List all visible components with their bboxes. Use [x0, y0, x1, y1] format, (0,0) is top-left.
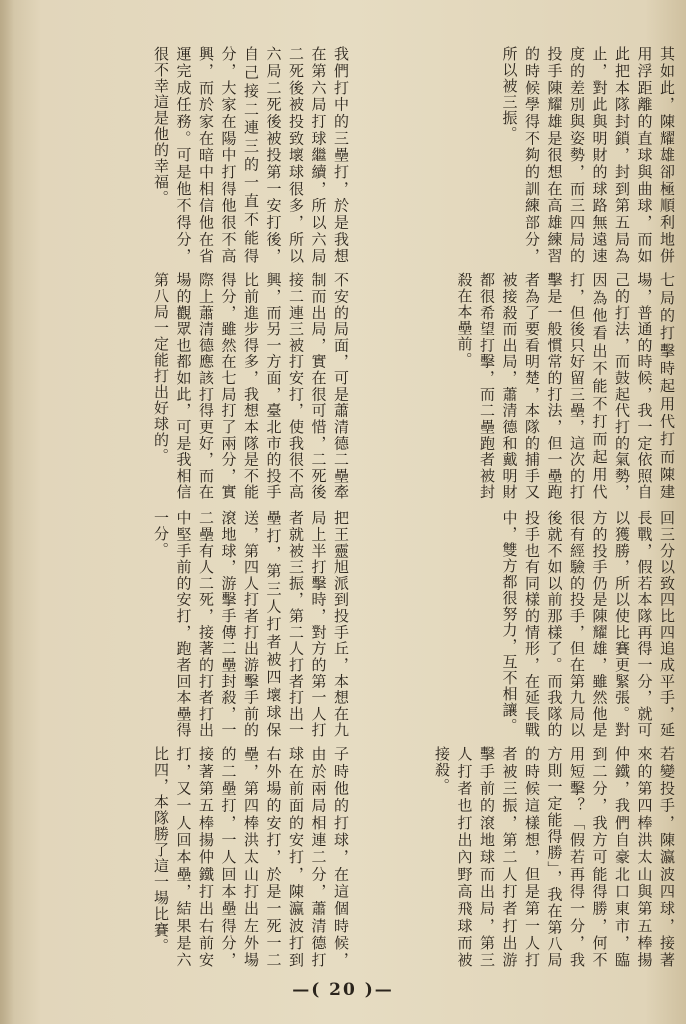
text-block-1: 其如此，陳耀雄卻極順利地併用浮距離的直球與曲球，而如此把本隊封鎖，封到第五局為止，對此與明財的球路無遠速度的差別與姿勢，而三四局的投手陳耀雄是很想在高雄練習的時候學得不夠的訓練部分，所以被三振。 — [500, 46, 676, 264]
text-block-3: 七局的打擊時起用代打而陳建場，普通的時候，我一定依照自己的打法，而鼓起代打的氣勢，因為他看出不能不打而起用代打，但後只好留三壘，這次的打擊是一般慣常的打法，但一壘跑者為了要看明楚，本隊的捕手又被接殺而出局，蕭清德和戴明財都很希望打擊，而二壘跑者被封殺在本壘前。 — [455, 272, 676, 500]
text-block-5: 回三分以致四比四追成平手，延長戰，假若本隊再得一分，就可以獲勝，所以使比賽更緊張。對方的投手仍是陳耀雄，雖然他是很有經驗的投手，但在第九局以後就不如以前那樣了。而我隊的投手也有同樣的情形，在延長戰中，雙方都很努力，互不相讓。 — [500, 510, 676, 738]
text-block-8: 子時他的打球，在這個時候，由於兩局相連二分，蕭清德打球在前面的安打，陳瀛波打到右外場的安打，於是一死一二壘，第四棒洪太山打出左外場的二壘打，一人回本壘得分，接著第五棒揚仲鐵打出右前安打，又一人回本壘，結果是六比四，本隊勝了這一場比賽。 — [152, 746, 350, 968]
text-block-6: 把王靈旭派到投手丘，本想在九局上半打擊時，對方的第一人打者就被三振，第二人打者打出一壘打，第三人打者被四壞球保送，第四人打者打出游擊手前的滾地球，游擊手傳二壘封殺，一二壘有人二死，接著的打者打出中堅手前的安打，跑者回本壘得一分。 — [152, 510, 350, 738]
page-number: —( 20 )— — [292, 980, 394, 1000]
binding-shadow — [0, 0, 14, 1024]
text-block-4: 不安的局面，可是蕭清德二壘牽制而出局，實在很可惜，二死後接二連三被打安打，使我很不高興，而另一方面，臺北市的投手比前進步得多，我想本隊是不能得分，雖然在七局打了兩分，實際上蕭清德應該打得更好，而在場的觀眾也都如此，可是我相信第八局一定能打出好球的。 — [152, 272, 350, 500]
text-block-7: 若變投手，陳瀛波四球，接著來的第四棒洪太山與第五棒揚仲鐵，我們自豪北口東市，臨到二分，我方可能得勝，何不用短擊？「假若再得一分，我方則一定能得勝」，我在第八局的時候這樣想，但是第一人打者被三振，第二人打者打出游擊手前的滾地球而出局，第三人打者也打出內野高飛球而被接殺。 — [433, 746, 676, 968]
text-block-2: 我們打中的三壘打，於是我想在第六局打球繼續，所以六局二死後被投致壞球很多，所以六局二死後被投第一安打後，自己接二連三的一直不能得分，大家在陽中打得他很不高興，而於家在暗中相信他在省運完成任務。可是他不得分，很不幸這是他的幸福。 — [152, 46, 350, 264]
